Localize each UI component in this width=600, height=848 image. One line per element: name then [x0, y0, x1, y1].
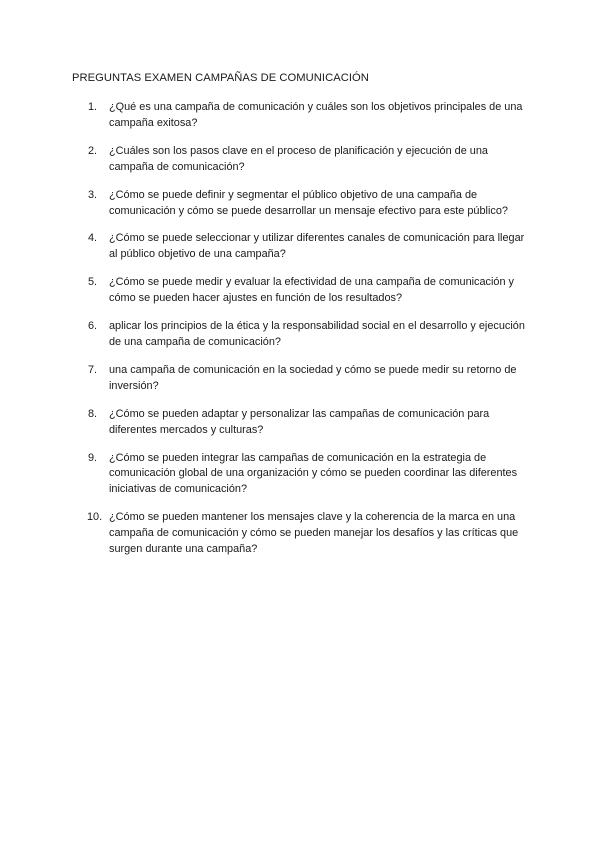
question-item [88, 319, 528, 351]
question-text: ¿Cómo se pueden mantener los mensajes clave y la coherencia de la marca en una campaña de comunicación y cómo se pueden manejar los desafíos y las críticas que surgen durante una campaña? [109, 511, 519, 556]
question-text: ¿Cómo se pueden integrar las campañas de comunicación en la estrategia de comunicación global de una organización y cómo se pueden coordinar las diferentes iniciativas de comunicación? [109, 451, 518, 496]
question-item [88, 231, 528, 263]
question-number: 10. [87, 511, 103, 524]
question-number: 6. [88, 320, 98, 333]
question-item [88, 451, 528, 499]
question-text: una campaña de comunicación en la sociedad y cómo se puede medir su retorno de inversión? [109, 363, 517, 392]
question-number: 4. [88, 232, 98, 245]
question-number: 2. [88, 144, 98, 157]
question-item [88, 363, 528, 395]
question-number: 3. [88, 188, 98, 201]
question-number: 8. [88, 407, 98, 420]
question-item [88, 144, 528, 176]
question-list [88, 100, 528, 570]
question-number: 1. [88, 101, 98, 113]
question-number: 9. [88, 451, 98, 464]
question-text: ¿Qué es una campaña de comunicación y cuáles son los objetivos principales de una campaña exitosa? [109, 101, 523, 129]
question-number: 7. [88, 363, 98, 376]
question-text: ¿Cómo se puede seleccionar y utilizar diferentes canales de comunicación para llegar al público objetivo de una campaña? [109, 232, 525, 261]
page-title: PREGUNTAS EXAMEN CAMPAÑAS DE COMUNICACIÓN [72, 72, 369, 84]
question-item [88, 275, 528, 307]
question-text: ¿Cómo se pueden adaptar y personalizar las campañas de comunicación para diferentes mercados y culturas? [109, 407, 490, 436]
question-text: ¿Cómo se puede medir y evaluar la efectividad de una campaña de comunicación y cómo se pueden hacer ajustes en función de los resultados? [109, 276, 514, 305]
question-text: ¿Cuáles son los pasos clave en el proceso de planificación y ejecución de una campaña de comunicación? [109, 144, 488, 173]
question-item [88, 407, 528, 439]
question-item [88, 100, 528, 132]
question-text: aplicar los principios de la ética y la responsabilidad social en el desarrollo y ejecución de una campaña de comunicación? [109, 320, 525, 348]
question-item [88, 188, 528, 220]
question-text: ¿Cómo se puede definir y segmentar el público objetivo de una campaña de comunicación y cómo se puede desarrollar un mensaje efectivo para este público? [109, 188, 508, 217]
question-item [88, 510, 528, 558]
question-number: 5. [88, 276, 98, 289]
